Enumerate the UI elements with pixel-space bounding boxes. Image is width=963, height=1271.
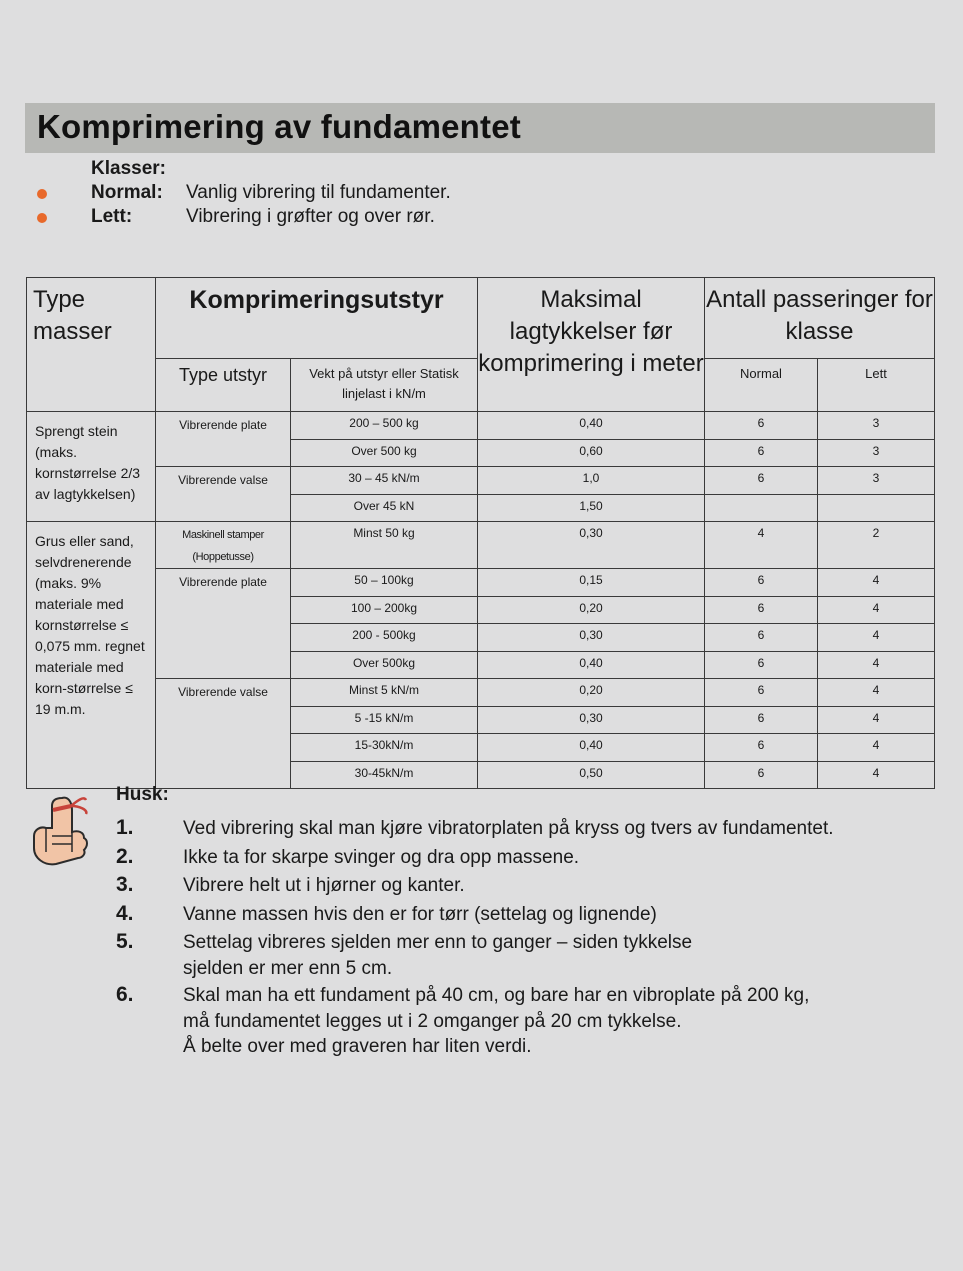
weight-cell: 200 - 500kg	[291, 624, 478, 652]
list-line: Skal man ha ett fundament på 40 cm, og bare har en vibroplate på 200 kg,	[183, 985, 810, 1006]
light-passes-cell: 4	[818, 734, 935, 762]
table-row	[27, 467, 935, 495]
normal-passes-cell: 6	[705, 761, 818, 789]
max-thickness-cell: 1,0	[478, 467, 705, 495]
table-row	[27, 412, 935, 440]
list-number: 6.	[116, 983, 134, 1006]
max-thickness-cell: 0,20	[478, 596, 705, 624]
equipment-cell: Vibrerende plate	[156, 412, 291, 467]
light-passes-cell: 4	[818, 761, 935, 789]
light-passes-cell: 4	[818, 569, 935, 597]
max-thickness-cell: 0,20	[478, 679, 705, 707]
list-number: 1.	[116, 816, 134, 839]
light-passes-cell	[818, 494, 935, 522]
normal-passes-cell	[705, 494, 818, 522]
max-thickness-cell: 0,40	[478, 651, 705, 679]
bullet-icon	[37, 213, 47, 223]
weight-cell: Over 500kg	[291, 651, 478, 679]
weight-cell: Minst 5 kN/m	[291, 679, 478, 707]
list-number: 3.	[116, 873, 134, 896]
compaction-table	[26, 277, 935, 789]
weight-cell: Minst 50 kg	[291, 522, 478, 569]
table-row	[27, 522, 935, 569]
equipment-cell: Vibrerende valse	[156, 467, 291, 522]
list-line: må fundamentet legges ut i 2 omganger på 20 cm tykkelse.	[183, 1010, 682, 1032]
light-passes-cell: 4	[818, 596, 935, 624]
weight-cell: 100 – 200kg	[291, 596, 478, 624]
equipment-cell: Maskinell stamper (Hoppetusse)	[156, 522, 291, 569]
light-passes-cell: 3	[818, 467, 935, 495]
list-text	[183, 845, 923, 871]
table-row	[27, 569, 935, 597]
list-line: Settelag vibreres sjelden mer enn to ganger – siden tykkelse	[183, 932, 693, 953]
soil-type-cell: Grus eller sand, selvdrenerende (maks. 9% materiale med kornstørrelse ≤ 0,075 mm. regnet materiale med korn-størrelse ≤ 19 m.m.	[27, 522, 156, 789]
header-antall: Antall passeringer for klasse	[705, 278, 935, 359]
table-body	[27, 412, 935, 789]
list-text	[183, 902, 923, 928]
normal-passes-cell: 6	[705, 412, 818, 440]
list-number: 2.	[116, 845, 134, 868]
normal-passes-cell: 6	[705, 569, 818, 597]
list-text	[183, 873, 923, 899]
weight-cell: 15-30kN/m	[291, 734, 478, 762]
page-title: Komprimering av fundamentet	[37, 108, 521, 145]
class-key: Lett:	[91, 206, 133, 227]
light-passes-cell: 4	[818, 624, 935, 652]
equipment-cell: Vibrerende plate	[156, 569, 291, 679]
class-value: Vibrering i grøfter og over rør.	[186, 206, 435, 227]
bullet-icon	[37, 189, 47, 199]
normal-passes-cell: 6	[705, 439, 818, 467]
light-passes-cell: 2	[818, 522, 935, 569]
list-text	[183, 816, 923, 842]
normal-passes-cell: 6	[705, 624, 818, 652]
list-line: Ved vibrering skal man kjøre vibratorplaten på kryss og tvers av fundamentet.	[183, 818, 834, 839]
list-line: Å belte over med graveren har liten verdi.	[183, 1036, 532, 1057]
list-line: Ikke ta for skarpe svinger og dra opp massene.	[183, 847, 580, 868]
header-normal: Normal	[705, 359, 818, 412]
finger-string-icon	[26, 792, 98, 872]
header-lett: Lett	[818, 359, 935, 412]
light-passes-cell: 3	[818, 439, 935, 467]
max-thickness-cell: 0,60	[478, 439, 705, 467]
max-thickness-cell: 0,30	[478, 624, 705, 652]
max-thickness-cell: 1,50	[478, 494, 705, 522]
normal-passes-cell: 6	[705, 734, 818, 762]
header-type-utstyr: Type utstyr	[156, 359, 291, 412]
normal-passes-cell: 6	[705, 679, 818, 707]
list-number: 5.	[116, 930, 134, 953]
max-thickness-cell: 0,40	[478, 412, 705, 440]
max-thickness-cell: 0,15	[478, 569, 705, 597]
list-line: Vanne massen hvis den er for tørr (settelag og lignende)	[183, 904, 657, 925]
header-maks: Maksimal lagtykkelser før komprimering i meter	[478, 278, 705, 412]
classes-heading: Klasser:	[91, 158, 166, 179]
class-key: Normal:	[91, 182, 163, 203]
weight-cell: 5 -15 kN/m	[291, 706, 478, 734]
table-row	[27, 679, 935, 707]
light-passes-cell: 4	[818, 706, 935, 734]
header-utstyr: Komprimeringsutstyr	[156, 278, 478, 359]
list-line: sjelden er mer enn 5 cm.	[183, 957, 393, 979]
weight-cell: Over 500 kg	[291, 439, 478, 467]
class-value: Vanlig vibrering til fundamenter.	[186, 182, 451, 203]
list-number: 4.	[116, 902, 134, 925]
normal-passes-cell: 6	[705, 706, 818, 734]
header-vekt: Vekt på utstyr eller Statisk linjelast i kN/m	[291, 359, 478, 412]
light-passes-cell: 4	[818, 651, 935, 679]
light-passes-cell: 4	[818, 679, 935, 707]
normal-passes-cell: 4	[705, 522, 818, 569]
header-type-masser: Type masser	[27, 278, 156, 412]
weight-cell: 30-45kN/m	[291, 761, 478, 789]
weight-cell: 50 – 100kg	[291, 569, 478, 597]
max-thickness-cell: 0,40	[478, 734, 705, 762]
list-text	[183, 983, 923, 1060]
normal-passes-cell: 6	[705, 596, 818, 624]
list-text	[183, 930, 923, 981]
list-line: Vibrere helt ut i hjørner og kanter.	[183, 875, 465, 896]
weight-cell: Over 45 kN	[291, 494, 478, 522]
max-thickness-cell: 0,30	[478, 522, 705, 569]
normal-passes-cell: 6	[705, 651, 818, 679]
normal-passes-cell: 6	[705, 467, 818, 495]
max-thickness-cell: 0,50	[478, 761, 705, 789]
title-bar	[25, 103, 935, 153]
husk-heading: Husk:	[116, 784, 169, 805]
equipment-cell: Vibrerende valse	[156, 679, 291, 789]
light-passes-cell: 3	[818, 412, 935, 440]
soil-type-cell: Sprengt stein (maks. kornstørrelse 2/3 av lagtykkelsen)	[27, 412, 156, 522]
max-thickness-cell: 0,30	[478, 706, 705, 734]
weight-cell: 200 – 500 kg	[291, 412, 478, 440]
weight-cell: 30 – 45 kN/m	[291, 467, 478, 495]
